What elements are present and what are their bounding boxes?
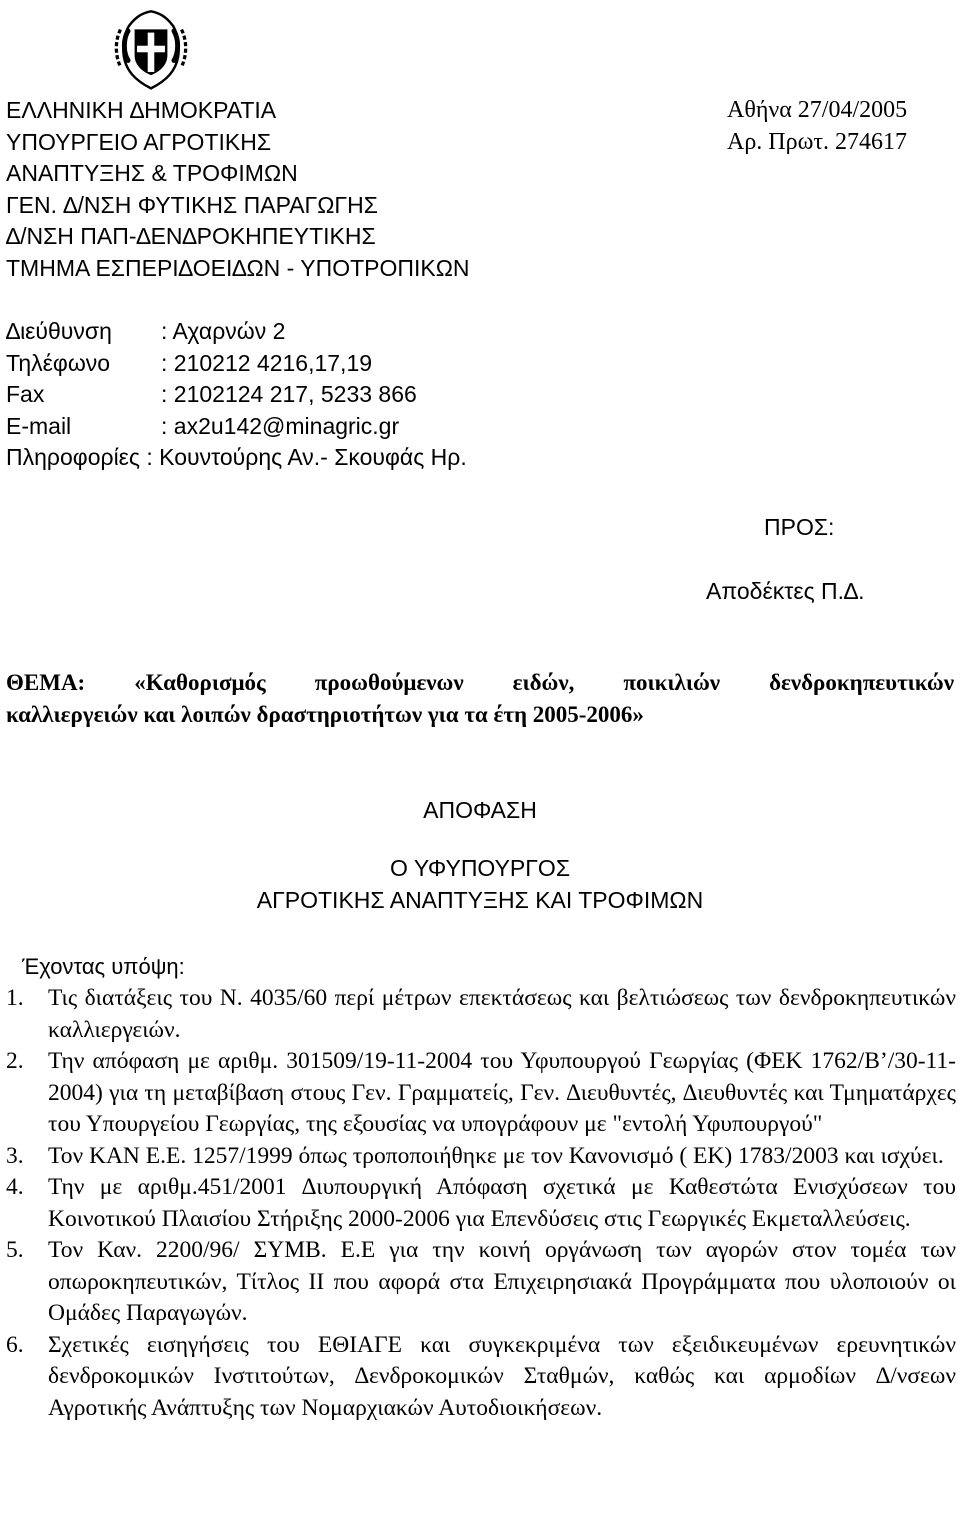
info-value: : Κουντούρης Αν.- Σκουφάς Ηρ.	[146, 444, 467, 470]
document-date: Αθήνα 27/04/2005	[727, 97, 908, 123]
issuing-authority	[6, 95, 470, 284]
item-number: 5.	[6, 1237, 24, 1263]
authority-line: ΓΕΝ. ∆/ΝΣΗ ΦΥΤΙΚΗΣ ΠΑΡΑΓΩΓΗΣ	[6, 191, 378, 218]
email-label: E-mail	[6, 412, 72, 439]
document-reference	[727, 95, 907, 158]
list-item	[6, 1330, 956, 1425]
item-text: Σχετικές εισηγήσεις του ΕΘΙΑΓΕ και συγκεκριμένα των εξειδικευμένων ερευνητικών δενδροκομικών Ινστιτούτων, ∆ενδροκομικών Σταθμών, καθώς και αρμοδίων ∆/νσεων Αγροτικής Ανάπτυξης των Νομαρχιακών Αυτοδιοικήσεων.	[48, 1331, 956, 1421]
list-item	[6, 983, 956, 1046]
fax-row	[6, 379, 467, 411]
contact-details	[6, 316, 467, 474]
item-text: Την με αριθμ.451/2001 ∆ιυπουργική Απόφαση σχετικά με Καθεστώτα Ενισχύσεων του Κοινοτικού Πλαισίου Στήριξης 2000-2006 για Επενδύσεις στις Γεωργικές Εκμεταλλεύσεις.	[48, 1174, 956, 1232]
info-label: Πληροφορίες	[6, 444, 141, 470]
recipients-label: ΠΡΟΣ:	[764, 514, 835, 540]
fax-value: : 2102124 217, 5233 866	[161, 381, 417, 407]
address-value: : Αχαρνών 2	[161, 318, 286, 344]
item-text: Τις διατάξεις του Ν. 4035/60 περί μέτρων επεκτάσεως και βελτιώσεως των δενδροκηπευτικών καλλιεργειών.	[48, 985, 956, 1043]
considering-label: Έχοντας υπόψη:	[22, 954, 185, 979]
minister-title-line: ΑΓΡΟΤΙΚΗΣ ΑΝΑΠΤΥΞΗΣ ΚΑΙ ΤΡΟΦΙΜΩΝ	[256, 886, 704, 913]
authority-line: ∆/ΝΣΗ ΠΑΠ-∆ΕΝ∆ΡΟΚΗΠΕΥΤΙΚΗΣ	[6, 223, 376, 249]
decision-title: ΑΠΟΦΑΣΗ	[423, 797, 537, 823]
item-number: 1.	[6, 985, 24, 1011]
fax-label: Fax	[6, 381, 45, 407]
subject-line: ΘΕΜΑ: «Καθορισμός προωθούμενων ειδών, ποικιλιών δενδροκηπευτικών	[6, 670, 954, 695]
item-number: 3.	[6, 1142, 24, 1169]
item-text: Τον ΚΑΝ Ε.Ε. 1257/1999 όπως τροποποιήθηκε με τον Κανονισμό ( ΕΚ) 1783/2003 και ισχύει.	[48, 1142, 944, 1169]
authority-line: ΑΝΑΠΤΥΞΗΣ & ΤΡΟΦΙΜΩΝ	[6, 160, 298, 186]
protocol-number: Αρ. Πρωτ. 274617	[727, 128, 908, 155]
address-row	[6, 316, 467, 348]
authority-line: ΤΜΗΜΑ ΕΣΠΕΡΙ∆ΟΕΙ∆ΩΝ - ΥΠΟΤΡΟΠΙΚΩΝ	[6, 254, 470, 281]
phone-label: Τηλέφωνο	[6, 349, 111, 376]
phone-row	[6, 348, 467, 380]
minister-title-line: Ο ΥΦΥΠΟΥΡΓΟΣ	[389, 855, 571, 881]
authority-line: ΕΛΛΗΝΙΚΗ ∆ΗΜΟΚΡΑΤΙΑ	[6, 97, 277, 123]
considerations-list	[6, 983, 956, 1424]
list-item	[6, 1141, 956, 1173]
email-value: : ax2u142@minagric.gr	[161, 412, 400, 439]
list-item	[6, 1172, 956, 1235]
info-row	[6, 442, 467, 474]
recipients-value: Αποδέκτες Π.∆.	[706, 578, 865, 604]
greek-coat-of-arms-icon	[110, 8, 192, 90]
item-number: 6.	[6, 1331, 24, 1358]
subject-paragraph	[6, 667, 954, 731]
item-number: 4.	[6, 1174, 24, 1200]
phone-value: : 210212 4216,17,19	[161, 349, 373, 376]
minister-title	[0, 853, 960, 916]
email-row	[6, 411, 467, 443]
list-item	[6, 1046, 956, 1141]
item-text: Τον Καν. 2200/96/ ΣΥΜΒ. Ε.Ε για την κοινή οργάνωση των αγορών στον τομέα των οπωροκηπευτικών, Τίτλος ΙΙ που αφορά στα Επιχειρησιακά Προγράμματα που υλοποιούν οι Ομάδες Παραγωγών.	[48, 1237, 956, 1326]
authority-line: ΥΠΟΥΡΓΕΙΟ ΑΓΡΟΤΙΚΗΣ	[6, 128, 272, 155]
item-number: 2.	[6, 1048, 24, 1074]
address-label: ∆ιεύθυνση	[6, 318, 112, 344]
subject-line: καλλιεργειών και λοιπών δραστηριοτήτων για τα έτη 2005-2006»	[6, 702, 644, 727]
list-item	[6, 1235, 956, 1330]
item-text: Την απόφαση με αριθμ. 301509/19-11-2004 του Υφυπουργού Γεωργίας (ΦΕΚ 1762/Β’/30-11-2004) για τη μεταβίβαση στους Γεν. Γραμματείς, Γεν. ∆ιευθυντές, ∆ιευθυντές και Τμηματάρχες του Υπουργείου Γεωργίας, της εξουσίας να υπογράφουν με "εντολή Υφυπουργού"	[48, 1048, 956, 1137]
